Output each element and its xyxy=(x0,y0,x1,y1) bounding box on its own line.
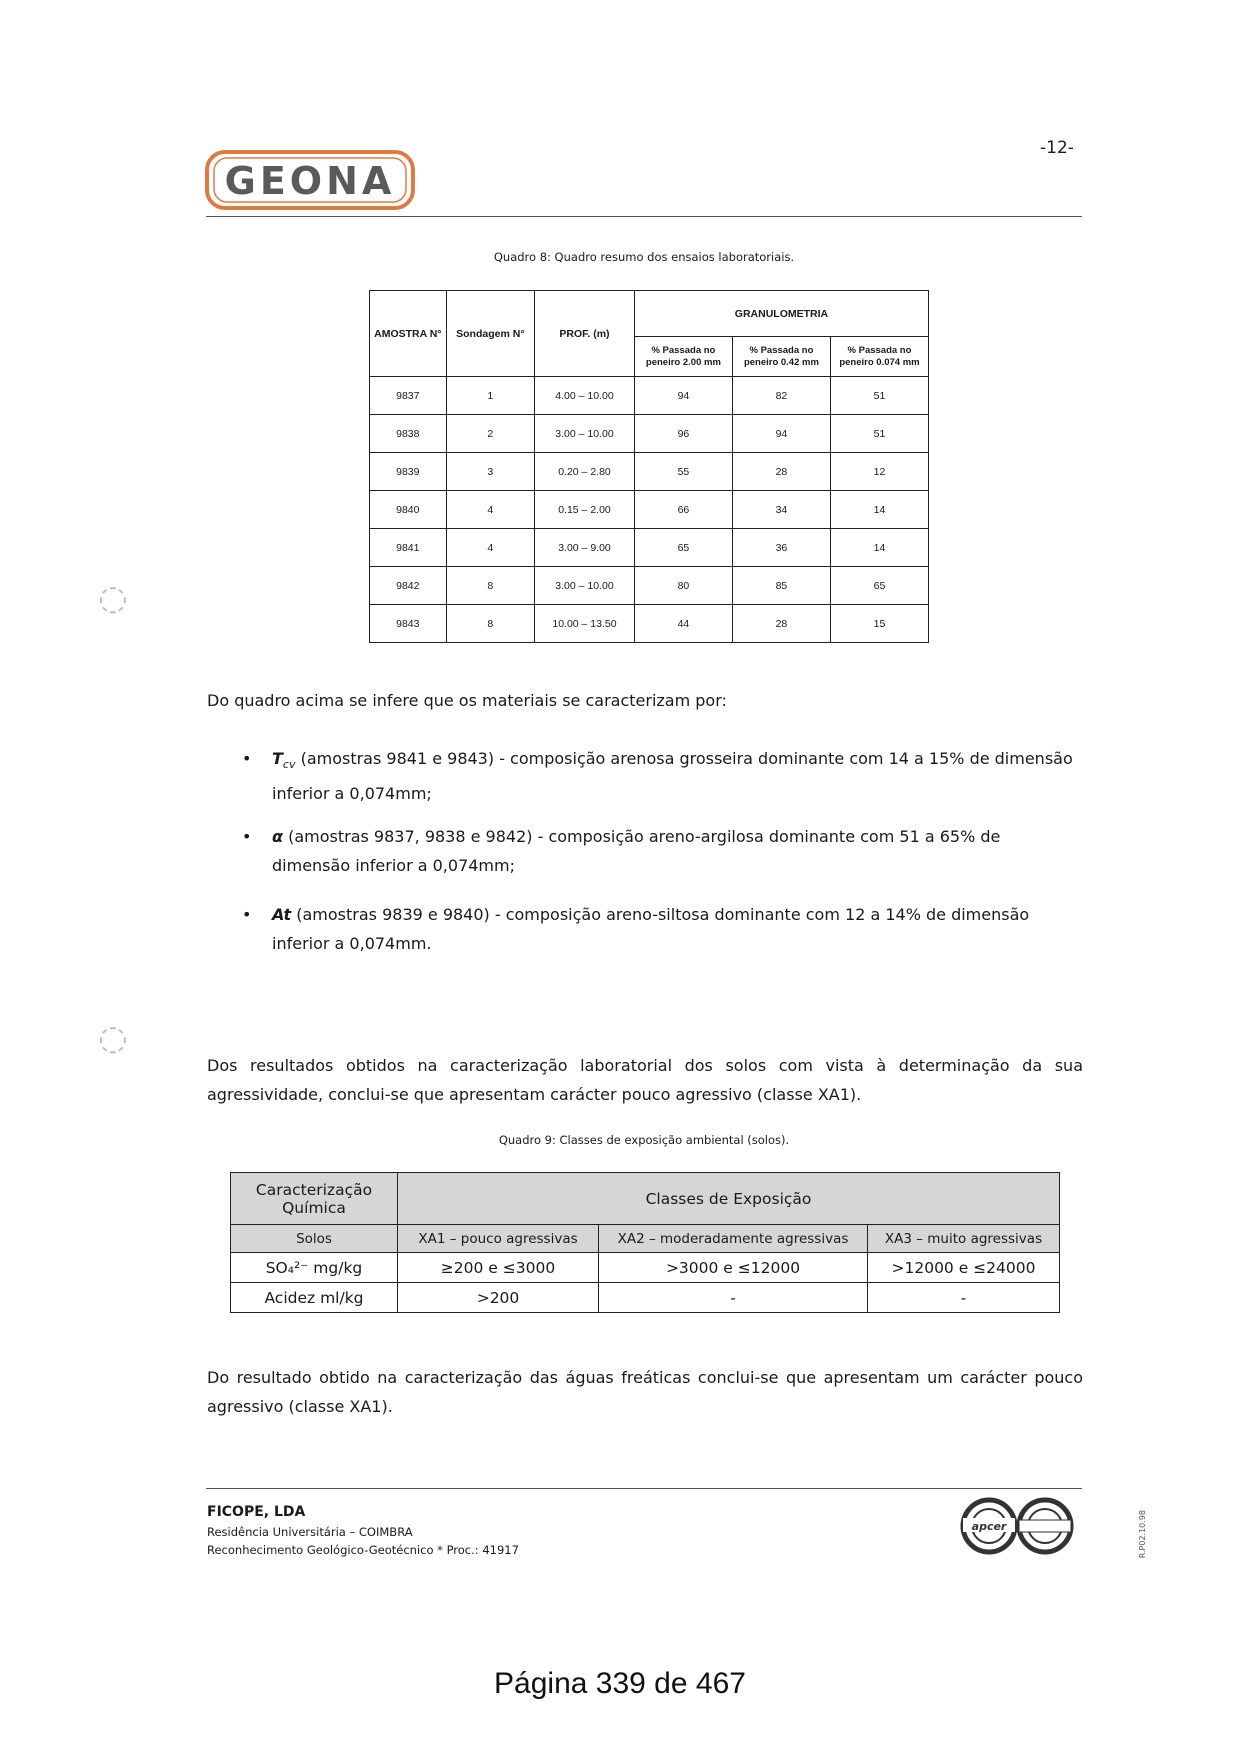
cell: 36 xyxy=(732,529,830,567)
cell: 3.00 – 10.00 xyxy=(535,567,635,605)
cell: 9842 xyxy=(370,567,447,605)
col-passada-2mm: % Passada no peneiro 2.00 mm xyxy=(634,337,732,377)
bullet-dot-icon: • xyxy=(242,749,252,768)
margin-mark: ◌ xyxy=(98,1018,128,1058)
cell: 65 xyxy=(634,529,732,567)
col-prof: PROF. (m) xyxy=(535,291,635,377)
cell: 44 xyxy=(634,605,732,643)
cell: ≥200 e ≤3000 xyxy=(398,1253,599,1283)
cell: 94 xyxy=(634,377,732,415)
sub-xa3: XA3 – muito agressivas xyxy=(868,1225,1060,1253)
cell: 15 xyxy=(830,605,928,643)
table-row xyxy=(231,1283,1060,1313)
page-counter: Página 339 de 467 xyxy=(494,1667,746,1700)
company-name: FICOPE, LDA xyxy=(207,1504,306,1520)
bullet-text: (amostras 9839 e 9840) - composição areno-siltosa dominante com 12 a 14% de dimensão inferior a 0,074mm. xyxy=(272,905,1030,953)
cell: 34 xyxy=(732,491,830,529)
cell: 85 xyxy=(732,567,830,605)
row-label: Acidez ml/kg xyxy=(231,1283,398,1313)
exposure-classes-table xyxy=(230,1172,1060,1313)
col-passada-042mm: % Passada no peneiro 0.42 mm xyxy=(732,337,830,377)
table-row xyxy=(370,605,929,643)
cell: - xyxy=(868,1283,1060,1313)
head-caracterizacao: Caracterização Química xyxy=(231,1173,398,1225)
cell: 51 xyxy=(830,415,928,453)
cell: 9837 xyxy=(370,377,447,415)
bullet-term: T xyxy=(272,749,283,768)
cell: 8 xyxy=(446,605,534,643)
table-row xyxy=(370,453,929,491)
bullet-term: At xyxy=(272,905,292,924)
cell: >3000 e ≤12000 xyxy=(599,1253,868,1283)
cell: 9841 xyxy=(370,529,447,567)
cell: 1 xyxy=(446,377,534,415)
cell: 3.00 – 9.00 xyxy=(535,529,635,567)
bullet-dot-icon: • xyxy=(242,827,252,846)
footer-project: Reconhecimento Geológico-Geotécnico * Proc.: 41917 xyxy=(207,1543,519,1557)
row-label: SO₄²⁻ mg/kg xyxy=(231,1253,398,1283)
bullet-text: (amostras 9841 e 9843) - composição arenosa grosseira dominante com 14 a 15% de dimensão inferior a 0,074mm; xyxy=(272,749,1073,804)
logo-text: GEONA xyxy=(224,159,396,203)
cell: 3 xyxy=(446,453,534,491)
cell: 96 xyxy=(634,415,732,453)
cell: 0.15 – 2.00 xyxy=(535,491,635,529)
bullet-term-sub: cv xyxy=(282,758,296,772)
cell: 65 xyxy=(830,567,928,605)
cell: >200 xyxy=(398,1283,599,1313)
cell: 94 xyxy=(732,415,830,453)
col-granulometria: GRANULOMETRIA xyxy=(634,291,928,337)
table-row xyxy=(370,377,929,415)
side-document-code: R.P02.10.98 xyxy=(1138,1510,1147,1559)
geona-logo xyxy=(205,150,415,210)
margin-mark: ◌ xyxy=(98,578,128,618)
table-row xyxy=(370,415,929,453)
lab-results-table xyxy=(369,290,929,643)
cell: - xyxy=(599,1283,868,1313)
bullet-text: (amostras 9837, 9838 e 9842) - composição areno-argilosa dominante com 51 a 65% de dimensão inferior a 0,074mm; xyxy=(272,827,1001,875)
bullet-dot-icon: • xyxy=(242,905,252,924)
head-classes: Classes de Exposição xyxy=(398,1173,1060,1225)
bullet-term: α xyxy=(272,827,283,846)
cell: 28 xyxy=(732,605,830,643)
cell: 28 xyxy=(732,453,830,491)
table8-caption: Quadro 8: Quadro resumo dos ensaios laboratoriais. xyxy=(493,250,795,264)
footer-address: Residência Universitária – COIMBRA xyxy=(207,1525,413,1539)
cell: 2 xyxy=(446,415,534,453)
cell: 55 xyxy=(634,453,732,491)
cell: 14 xyxy=(830,491,928,529)
cell: 80 xyxy=(634,567,732,605)
table-row xyxy=(370,529,929,567)
cell: 4 xyxy=(446,491,534,529)
cell: 3.00 – 10.00 xyxy=(535,415,635,453)
certification-seal-icon xyxy=(957,1496,1077,1556)
cell: 4 xyxy=(446,529,534,567)
header-rule xyxy=(206,216,1082,217)
cell: 8 xyxy=(446,567,534,605)
cell: 66 xyxy=(634,491,732,529)
cell: 9843 xyxy=(370,605,447,643)
cell: >12000 e ≤24000 xyxy=(868,1253,1060,1283)
cell: 10.00 – 13.50 xyxy=(535,605,635,643)
footer-rule xyxy=(206,1488,1082,1489)
intro-paragraph: Do quadro acima se infere que os materiais se caracterizam por: xyxy=(207,691,727,710)
cell: 14 xyxy=(830,529,928,567)
bullet-tcv xyxy=(242,744,1083,808)
cell: 9839 xyxy=(370,453,447,491)
cell: 9840 xyxy=(370,491,447,529)
sub-xa1: XA1 – pouco agressivas xyxy=(398,1225,599,1253)
sub-xa2: XA2 – moderadamente agressivas xyxy=(599,1225,868,1253)
table-row xyxy=(370,491,929,529)
groundwater-paragraph: Do resultado obtido na caracterização das águas freáticas conclui-se que apresentam um carácter pouco agressivo (classe XA1). xyxy=(207,1368,1083,1416)
cell: 4.00 – 10.00 xyxy=(535,377,635,415)
col-amostra: AMOSTRA N° xyxy=(370,291,447,377)
table-row xyxy=(370,567,929,605)
col-sondagem: Sondagem N° xyxy=(446,291,534,377)
table9-caption: Quadro 9: Classes de exposição ambiental (solos). xyxy=(498,1133,790,1147)
table-row xyxy=(231,1253,1060,1283)
cell: 51 xyxy=(830,377,928,415)
bullet-at xyxy=(242,900,1083,958)
sub-solos: Solos xyxy=(231,1225,398,1253)
col-passada-0074mm: % Passada no peneiro 0.074 mm xyxy=(830,337,928,377)
soil-aggressiveness-paragraph: Dos resultados obtidos na caracterização laboratorial dos solos com vista à determinação da sua agressividade, conclui-se que apresentam carácter pouco agressivo (classe XA1). xyxy=(207,1056,1083,1104)
cell: 82 xyxy=(732,377,830,415)
cell: 9838 xyxy=(370,415,447,453)
cell: 12 xyxy=(830,453,928,491)
cell: 0.20 – 2.80 xyxy=(535,453,635,491)
cert-text: apcer xyxy=(971,1520,1007,1533)
bullet-alpha xyxy=(242,822,1083,880)
page-number: -12- xyxy=(1040,138,1074,158)
